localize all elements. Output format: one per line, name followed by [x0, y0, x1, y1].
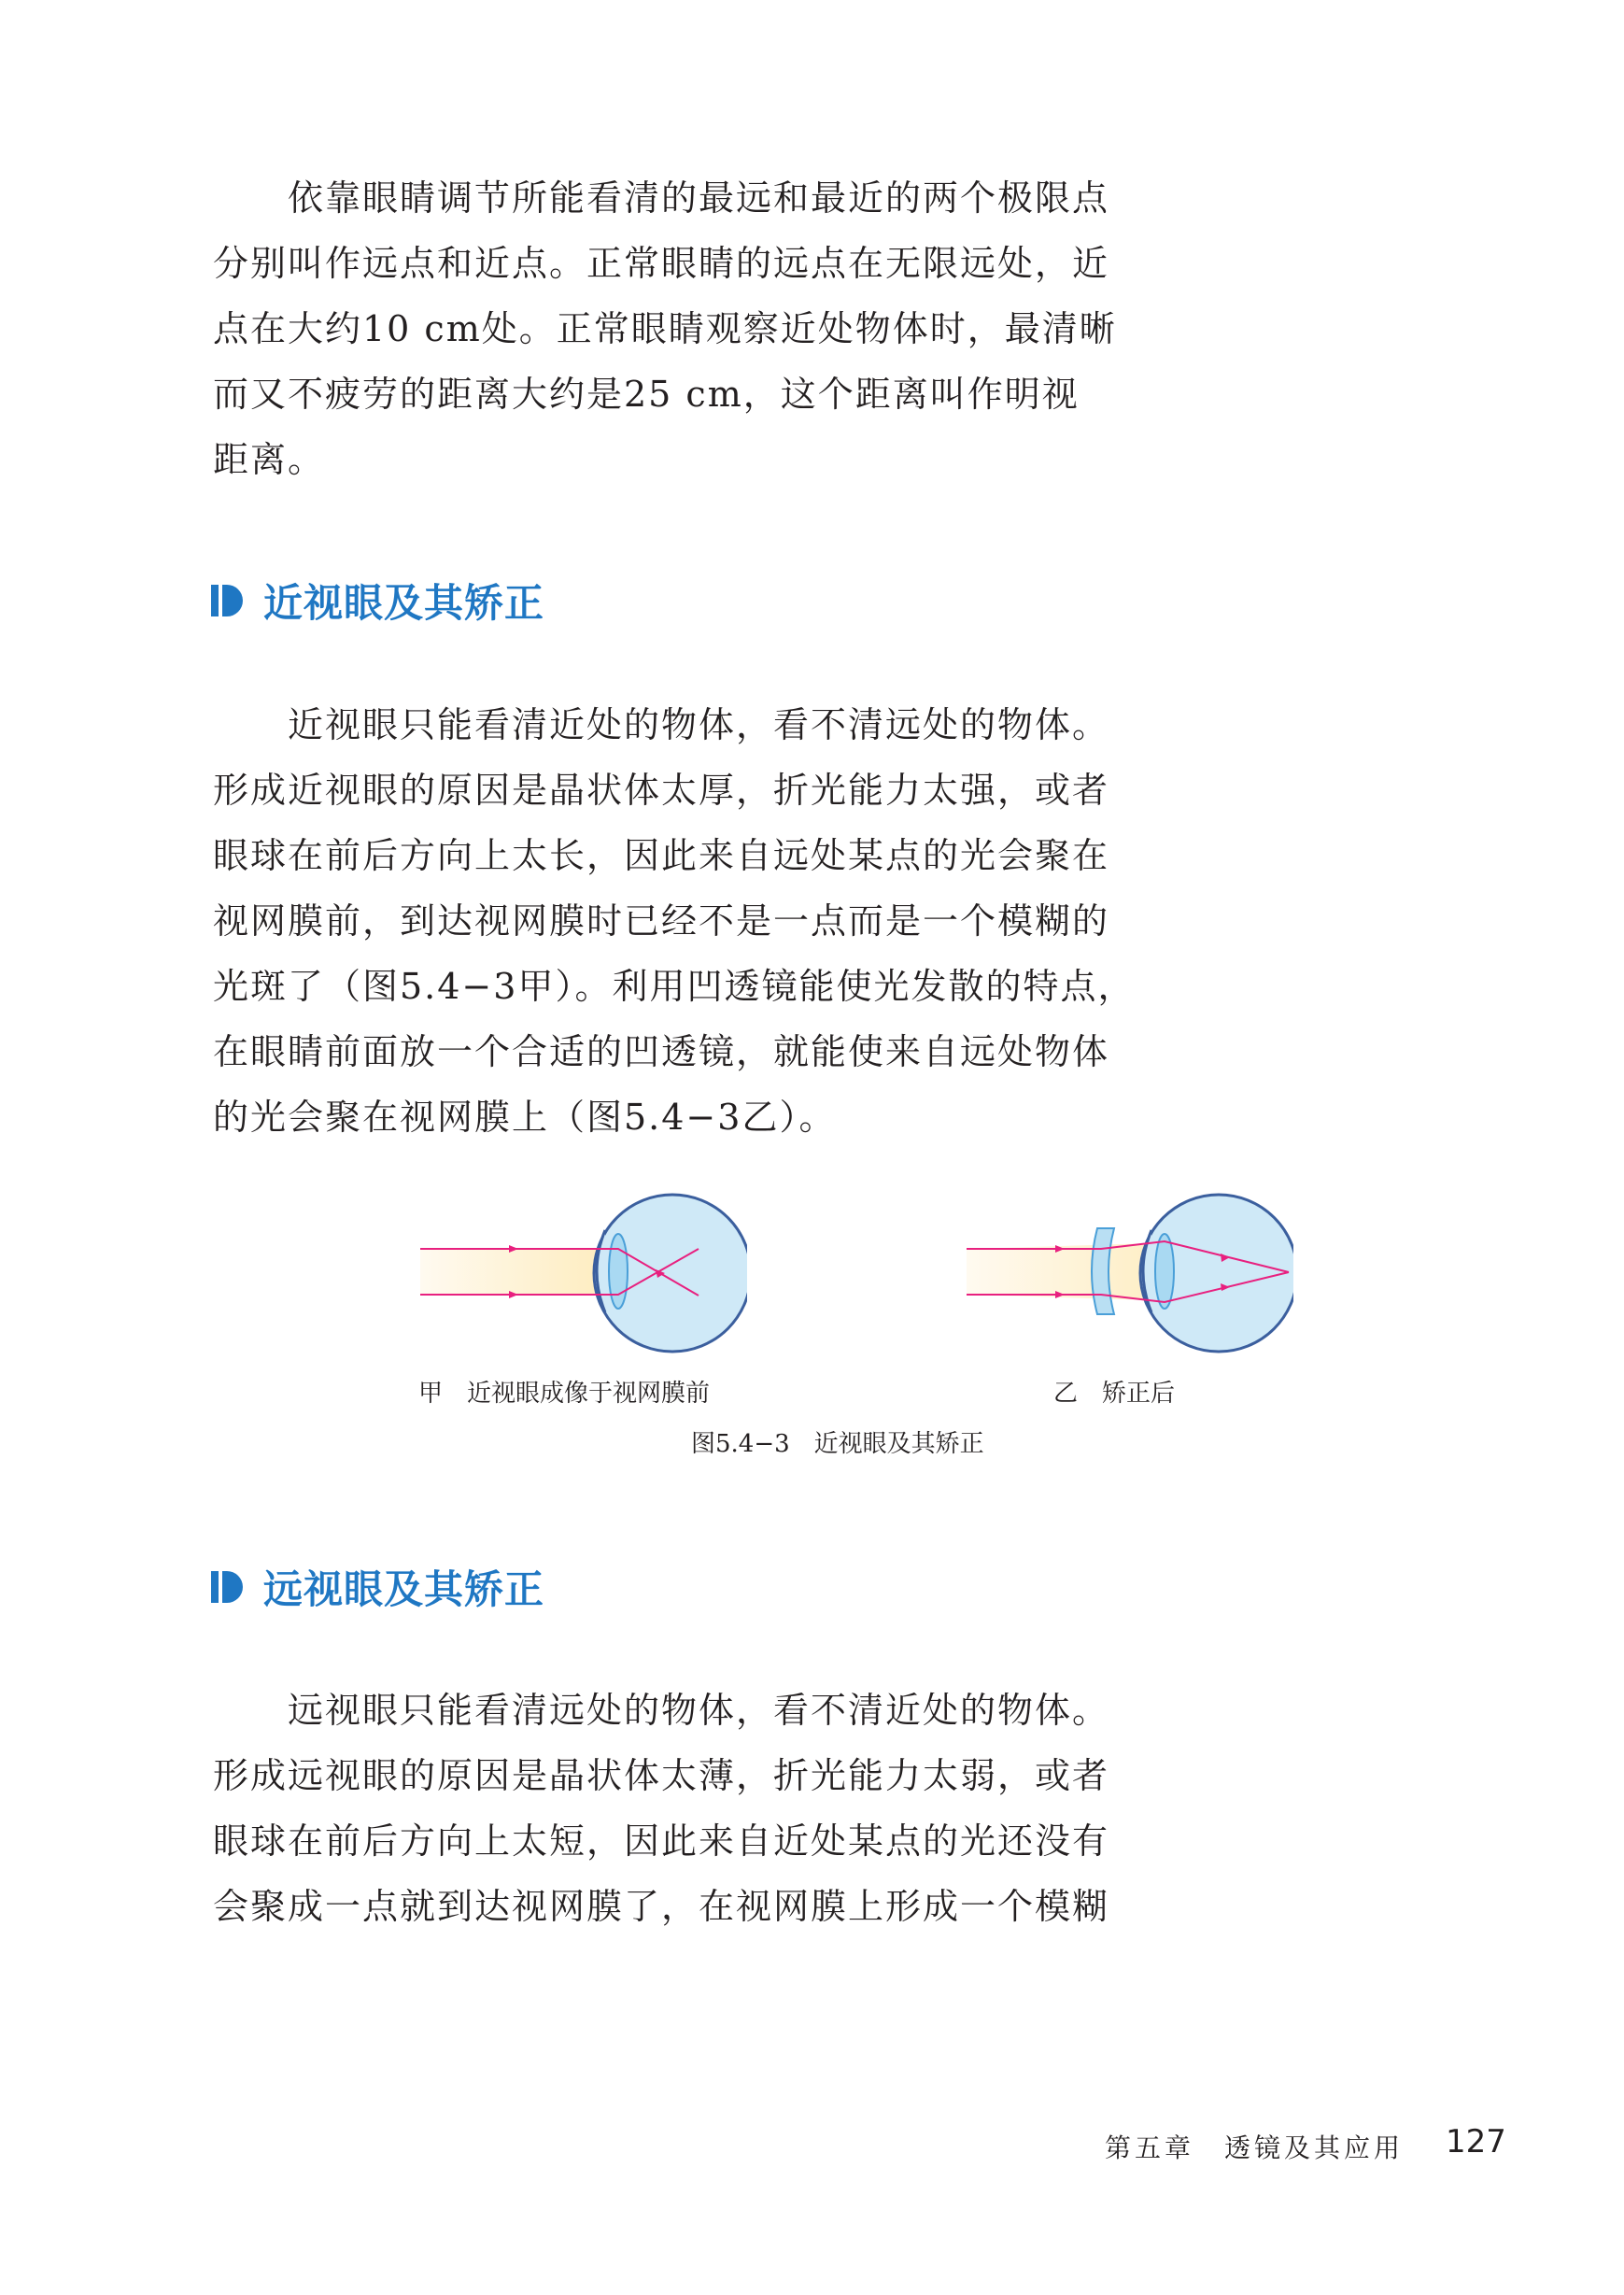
paragraph-3-line-2: 形成远视眼的原因是晶状体太薄，折光能力太弱，或者 [213, 1755, 1110, 1796]
section-heading-myopia [211, 573, 544, 629]
section-marker-icon [211, 1571, 243, 1603]
paragraph-2-line-1: 近视眼只能看清近处的物体，看不清远处的物体。 [213, 704, 1110, 745]
section-marker-icon [211, 585, 243, 616]
paragraph-1-line-4: 而又不疲劳的距离大约是25 cm，这个距离叫作明视 [213, 374, 1080, 415]
paragraph-1-line-1: 依靠眼睛调节所能看清的最远和最近的两个极限点 [213, 177, 1110, 219]
paragraph-2-line-6: 在眼睛前面放一个合适的凹透镜，就能使来自远处物体 [213, 1031, 1110, 1072]
myopia-eye-diagram [420, 1182, 747, 1359]
paragraph-2-line-2: 形成近视眼的原因是晶状体太厚，折光能力太强，或者 [213, 770, 1110, 811]
figure-main-caption: 图5.4−3 近视眼及其矫正 [691, 1430, 984, 1458]
footer-chapter-title: 第五章 透镜及其应用 [1105, 2132, 1405, 2163]
eye-lens [1155, 1234, 1174, 1309]
paragraph-2-line-7: 的光会聚在视网膜上（图5.4−3乙）。 [213, 1097, 837, 1138]
paragraph-1-line-2: 分别叫作远点和近点。正常眼睛的远点在无限远处，近 [213, 243, 1110, 284]
heading-text-myopia: 近视眼及其矫正 [263, 580, 545, 626]
page-number: 127 [1446, 2123, 1506, 2160]
paragraph-1-line-3: 点在大约10 cm处。正常眼睛观察近处物体时，最清晰 [213, 308, 1117, 349]
heading-text-hyperopia: 远视眼及其矫正 [263, 1566, 545, 1612]
paragraph-3-line-4: 会聚成一点就到达视网膜了，在视网膜上形成一个模糊 [213, 1886, 1110, 1927]
paragraph-1-line-5: 距离。 [213, 439, 326, 480]
paragraph-2-line-5: 光斑了（图5.4−3甲）。利用凹透镜能使光发散的特点， [213, 966, 1136, 1007]
eye-lens [609, 1234, 628, 1309]
figure-caption-left: 甲 近视眼成像于视网膜前 [418, 1380, 711, 1408]
figure-caption-right: 乙 矫正后 [1053, 1380, 1176, 1408]
paragraph-2-line-4: 视网膜前，到达视网膜时已经不是一点而是一个模糊的 [213, 900, 1110, 942]
paragraph-3-line-3: 眼球在前后方向上太短，因此来自近处某点的光还没有 [213, 1820, 1110, 1862]
corrected-eye-diagram [967, 1182, 1293, 1359]
paragraph-2-line-3: 眼球在前后方向上太长，因此来自远处某点的光会聚在 [213, 835, 1110, 876]
section-heading-hyperopia [211, 1559, 544, 1615]
paragraph-3-line-1: 远视眼只能看清远处的物体，看不清近处的物体。 [213, 1690, 1110, 1731]
